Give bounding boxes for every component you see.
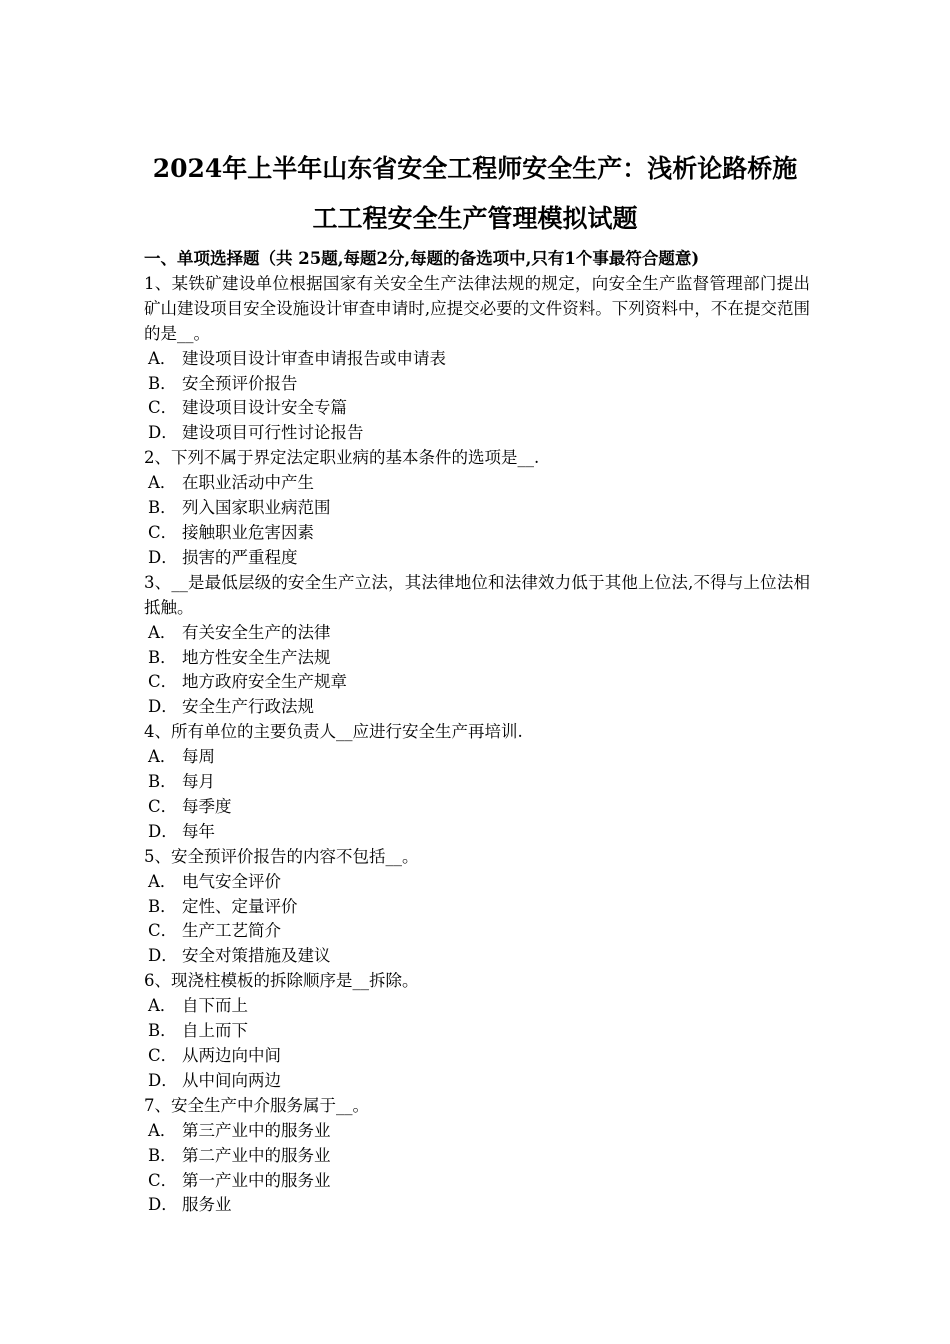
option-c xyxy=(144,919,810,944)
option-text: 列入国家职业病范围 xyxy=(182,498,331,518)
option-letter: D． xyxy=(148,1195,178,1215)
option-d xyxy=(144,1069,810,1094)
option-text: 安全预评价报告 xyxy=(182,373,298,393)
document-title-line1: 2024年上半年山东省安全工程师安全生产：浅析论路桥施 xyxy=(152,154,798,183)
option-letter: D． xyxy=(148,821,178,841)
option-letter: A． xyxy=(148,996,177,1016)
option-b xyxy=(144,770,810,795)
option-d xyxy=(144,421,810,446)
option-letter: A． xyxy=(148,473,177,493)
option-d xyxy=(144,944,810,969)
option-text: 建设项目设计审查申请报告或申请表 xyxy=(182,348,446,368)
option-letter: B． xyxy=(148,1021,177,1041)
option-d xyxy=(144,546,810,571)
option-a xyxy=(144,994,810,1019)
question-text: 7、安全生产中介服务属于__。 xyxy=(144,1095,369,1115)
option-letter: D． xyxy=(148,946,178,966)
document-title-line2: 工工程安全生产管理模拟试题 xyxy=(312,204,638,233)
option-c xyxy=(144,521,810,546)
option-text: 从两边向中间 xyxy=(182,1046,281,1065)
option-a xyxy=(144,1119,810,1144)
question-2 xyxy=(144,446,810,571)
option-letter: C． xyxy=(148,1170,178,1190)
option-letter: D． xyxy=(148,1070,178,1090)
option-text: 第二产业中的服务业 xyxy=(182,1145,331,1165)
question-text: 3、__是最低层级的安全生产立法，其法律地位和法律效力低于其他上位法,不得与上位法相抵触。 xyxy=(144,572,810,617)
section-heading: 一、单项选择题（共 25题,每题2分,每题的备选项中,只有1个事最符合题意) xyxy=(144,249,700,268)
option-text: 地方政府安全生产规章 xyxy=(182,672,347,692)
option-text: 建设项目设计安全专篇 xyxy=(182,398,347,418)
option-letter: B． xyxy=(148,1145,177,1165)
option-letter: C． xyxy=(148,398,178,418)
option-text: 电气安全评价 xyxy=(182,871,281,891)
question-7 xyxy=(144,1094,810,1219)
option-text: 服务业 xyxy=(182,1195,232,1215)
option-text: 有关安全生产的法律 xyxy=(182,622,331,642)
option-letter: A． xyxy=(148,871,177,891)
question-text: 2、下列不属于界定法定职业病的基本条件的选项是__. xyxy=(144,448,540,468)
option-text: 安全生产行政法规 xyxy=(182,697,314,717)
option-letter: C． xyxy=(148,1046,178,1065)
option-letter: A． xyxy=(148,622,177,642)
option-text: 每月 xyxy=(182,772,215,792)
option-letter: C． xyxy=(148,522,178,542)
option-letter: C． xyxy=(148,796,178,816)
option-letter: B． xyxy=(148,373,177,393)
option-d xyxy=(144,695,810,720)
question-text: 1、某铁矿建设单位根据国家有关安全生产法律法规的规定，向安全生产监督管理部门提出矿山建设项目安全设施设计审查申请时,应提交必要的文件资料。下列资料中，不在提交范围的是__。 xyxy=(144,273,810,343)
option-text: 建设项目可行性讨论报告 xyxy=(182,423,364,443)
option-text: 安全对策措施及建议 xyxy=(182,946,331,966)
option-letter: A． xyxy=(148,1120,177,1140)
option-c xyxy=(144,670,810,695)
option-text: 在职业活动中产生 xyxy=(182,473,314,493)
question-4 xyxy=(144,720,810,845)
option-b xyxy=(144,895,810,920)
question-text: 4、所有单位的主要负责人__应进行安全生产再培训. xyxy=(144,722,523,742)
option-text: 生产工艺简介 xyxy=(182,921,281,941)
option-letter: B． xyxy=(148,498,177,518)
option-letter: C． xyxy=(148,672,178,692)
option-letter: A． xyxy=(148,747,177,767)
option-a xyxy=(144,745,810,770)
option-text: 每年 xyxy=(182,821,215,841)
option-text: 从中间向两边 xyxy=(182,1070,281,1090)
option-c xyxy=(144,795,810,820)
option-letter: D． xyxy=(148,547,178,567)
option-a xyxy=(144,870,810,895)
question-6 xyxy=(144,969,810,1094)
question-text: 6、现浇柱模板的拆除顺序是__拆除。 xyxy=(144,971,419,991)
option-text: 损害的严重程度 xyxy=(182,547,298,567)
document-body xyxy=(144,247,810,1218)
option-letter: D． xyxy=(148,423,178,443)
option-text: 第一产业中的服务业 xyxy=(182,1170,331,1190)
question-5 xyxy=(144,845,810,970)
option-letter: B． xyxy=(148,896,177,916)
option-text: 每季度 xyxy=(182,796,232,816)
option-text: 自上而下 xyxy=(182,1021,248,1041)
option-b xyxy=(144,1019,810,1044)
option-text: 自下而上 xyxy=(182,996,248,1016)
option-c xyxy=(144,1169,810,1194)
option-text: 接触职业危害因素 xyxy=(182,522,314,542)
option-b xyxy=(144,1144,810,1169)
option-a xyxy=(144,471,810,496)
option-b xyxy=(144,496,810,521)
option-c xyxy=(144,396,810,421)
option-text: 每周 xyxy=(182,747,215,767)
question-text: 5、安全预评价报告的内容不包括__。 xyxy=(144,846,419,866)
option-a xyxy=(144,347,810,372)
option-d xyxy=(144,820,810,845)
option-letter: C． xyxy=(148,921,178,941)
option-letter: B． xyxy=(148,647,177,667)
option-a xyxy=(144,621,810,646)
option-letter: B． xyxy=(148,772,177,792)
option-text: 第三产业中的服务业 xyxy=(182,1120,331,1140)
option-c xyxy=(144,1044,810,1069)
question-1 xyxy=(144,272,810,446)
option-d xyxy=(144,1193,810,1218)
option-text: 地方性安全生产法规 xyxy=(182,647,331,667)
option-text: 定性、定量评价 xyxy=(182,896,298,916)
option-letter: D． xyxy=(148,697,178,717)
question-3 xyxy=(144,571,810,720)
option-b xyxy=(144,372,810,397)
option-letter: A． xyxy=(148,348,177,368)
option-b xyxy=(144,646,810,671)
